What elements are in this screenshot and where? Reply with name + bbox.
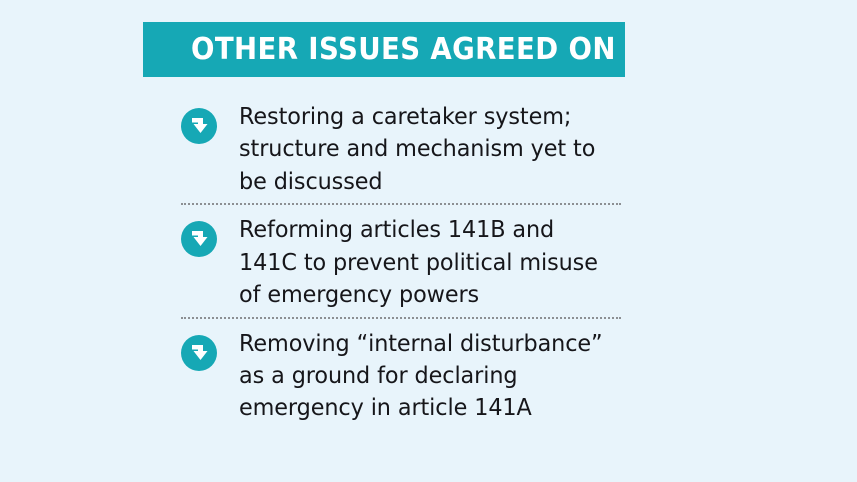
- page-title: OTHER ISSUES AGREED ON: [191, 31, 616, 67]
- list-item-text: Restoring a caretaker system; structure and mechanism yet to be discussed: [239, 102, 596, 195]
- issues-list: [143, 92, 643, 430]
- list-item-text: Reforming articles 141B and 141C to prevent political misuse of emergency powers: [239, 215, 598, 309]
- header-bar: [143, 22, 625, 77]
- list-item-text: Removing “internal disturbance” as a ground for declaring emergency in article 141A: [239, 328, 603, 422]
- circular-arrow-icon: [181, 335, 217, 371]
- circular-arrow-icon: [181, 108, 217, 144]
- list-item: [143, 319, 643, 430]
- list-item: [143, 92, 643, 203]
- circular-arrow-icon: [181, 221, 217, 257]
- list-item: [143, 205, 643, 316]
